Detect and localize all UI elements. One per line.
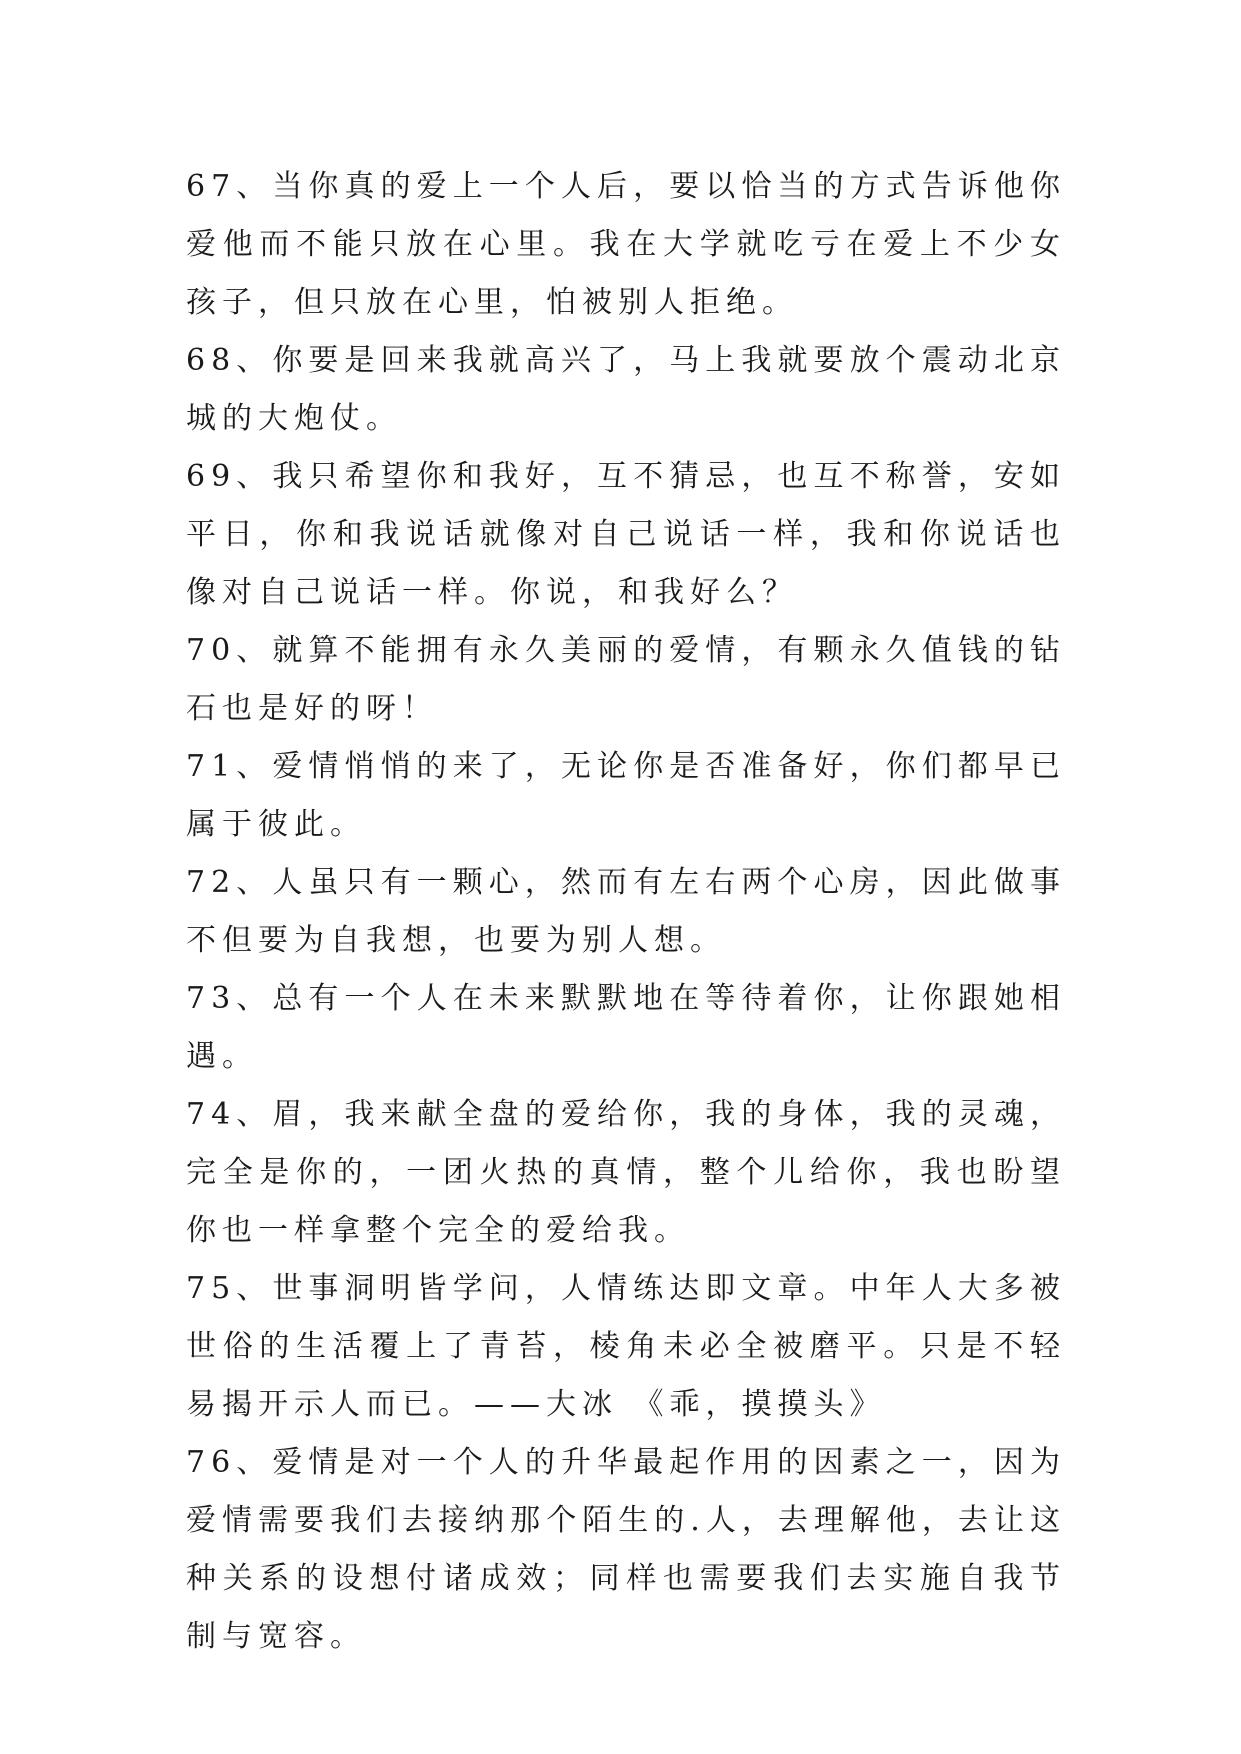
entry-69: 69、我只希望你和我好，互不猜忌，也互不称誉，安如平日，你和我说话就像对自己说话一样，我和你说话也像对自己说话一样。你说，和我好么？ — [186, 459, 1066, 610]
entry-75: 75、世事洞明皆学问，人情练达即文章。中年人大多被世俗的生活覆上了青苔，棱角未必全被磨平。只是不轻易揭开示人而已。——大冰 《乖，摸摸头》 — [186, 1271, 1066, 1422]
document-body — [186, 158, 1066, 1666]
entry-67: 67、当你真的爱上一个人后，要以恰当的方式告诉他你爱他而不能只放在心里。我在大学就吃亏在爱上不少女孩子，但只放在心里，怕被别人拒绝。 — [186, 169, 1066, 320]
entry-74: 74、眉，我来献全盘的爱给你，我的身体，我的灵魂，完全是你的，一团火热的真情，整个儿给你，我也盼望你也一样拿整个完全的爱给我。 — [186, 1097, 1066, 1248]
entry-71: 71、爱情悄悄的来了，无论你是否准备好，你们都早已属于彼此。 — [186, 749, 1066, 842]
entry-73: 73、总有一个人在未来默默地在等待着你，让你跟她相遇。 — [186, 981, 1066, 1074]
entry-72: 72、人虽只有一颗心，然而有左右两个心房，因此做事不但要为自我想，也要为别人想。 — [186, 865, 1066, 958]
entry-68: 68、你要是回来我就高兴了，马上我就要放个震动北京城的大炮仗。 — [186, 343, 1066, 436]
entry-76: 76、爱情是对一个人的升华最起作用的因素之一，因为爱情需要我们去接纳那个陌生的.人，去理解他，去让这种关系的设想付诸成效；同样也需要我们去实施自我节制与宽容。 — [186, 1445, 1066, 1654]
entry-70: 70、就算不能拥有永久美丽的爱情，有颗永久值钱的钻石也是好的呀！ — [186, 633, 1066, 726]
